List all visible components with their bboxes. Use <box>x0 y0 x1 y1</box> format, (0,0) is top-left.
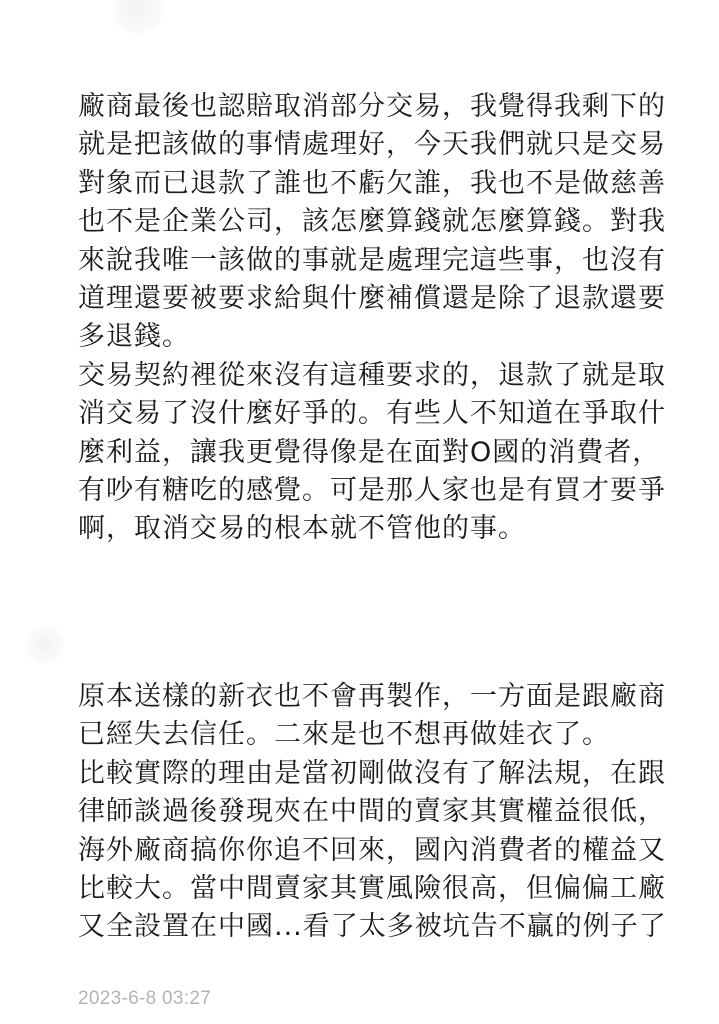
post-timestamp: 2023-6-8 03:27 <box>78 988 212 1009</box>
text-line: 對象而已退款了誰也不虧欠誰，我也不是做慈善 <box>78 167 666 199</box>
text-line: 多退錢。 <box>78 321 190 353</box>
post-text-block-2 <box>78 678 698 947</box>
text-line: 麼利益，讓我更覺得像是在面對O國的消費者， <box>78 436 661 468</box>
text-line: 也不是企業公司，該怎麼算錢就怎麼算錢。對我 <box>78 206 666 238</box>
text-line: 消交易了沒什麼好爭的。有些人不知道在爭取什 <box>78 398 666 430</box>
text-line: 交易契約裡從來沒有這種要求的，退款了就是取 <box>78 359 666 391</box>
avatar <box>26 626 64 664</box>
text-line: 又全設置在中國...看了太多被坑告不贏的例子了 <box>78 911 667 943</box>
text-line: 啊，取消交易的根本就不管他的事。 <box>78 513 526 545</box>
text-line: 來說我唯一該做的事就是處理完這些事，也沒有 <box>78 244 666 276</box>
text-line: 律師談過後發現夾在中間的賣家其實權益很低， <box>78 796 666 828</box>
text-line: 廠商最後也認賠取消部分交易，我覺得我剩下的 <box>78 91 666 122</box>
post-text-block-1 <box>78 88 698 549</box>
text-line: 比較大。當中間賣家其實風險很高，但偏偏工廠 <box>78 873 666 905</box>
text-line: 就是把該做的事情處理好，今天我們就只是交易 <box>78 129 666 161</box>
text-line: 原本送樣的新衣也不會再製作，一方面是跟廠商 <box>78 681 666 712</box>
text-line: 道理還要被要求給與什麼補償還是除了退款還要 <box>78 283 666 315</box>
text-line: 有吵有糖吃的感覺。可是那人家也是有買才要爭 <box>78 475 666 507</box>
text-line: 海外廠商搞你你追不回來，國內消費者的權益又 <box>78 834 666 866</box>
text-line: 比較實際的理由是當初剛做沒有了解法規，在跟 <box>78 757 666 789</box>
text-line: 已經失去信任。二來是也不想再做娃衣了。 <box>78 719 610 751</box>
avatar <box>112 0 164 34</box>
